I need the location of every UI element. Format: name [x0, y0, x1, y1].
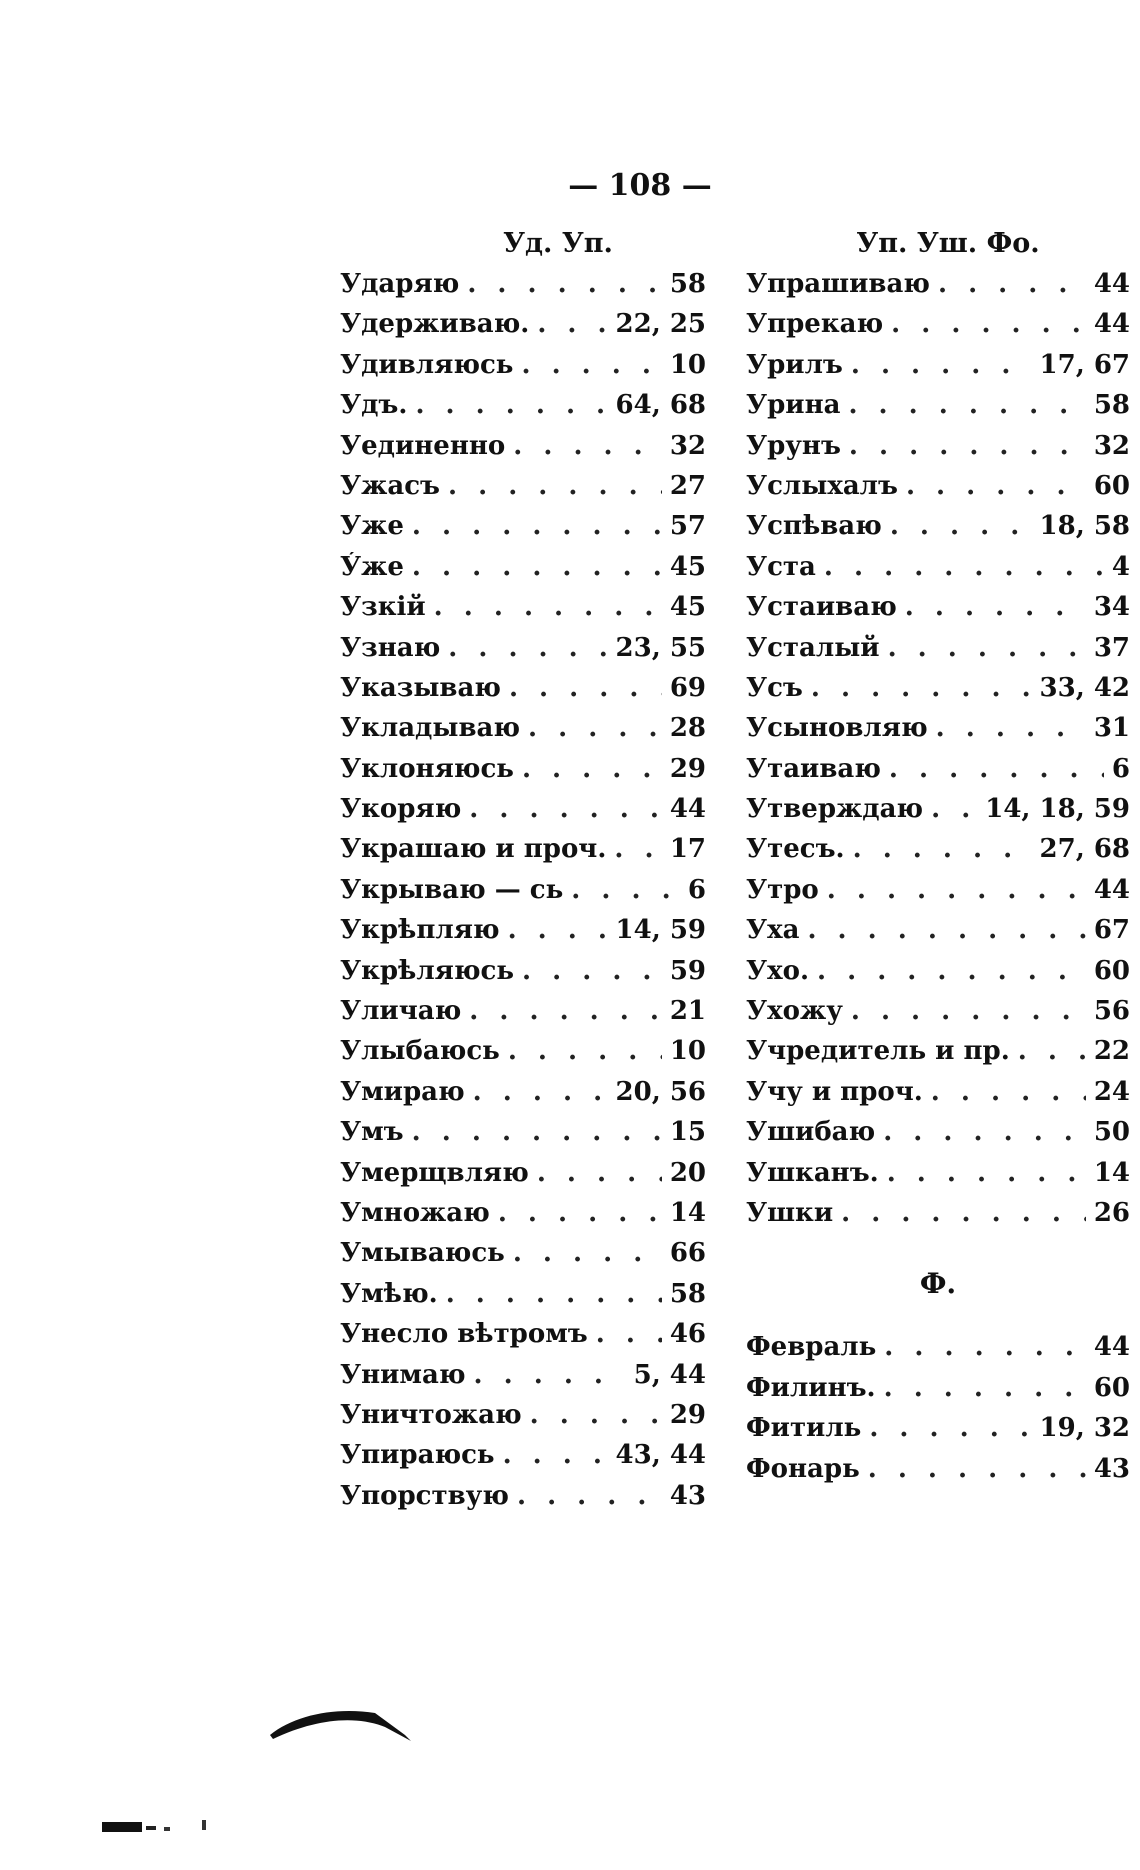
- left-column-entry: [340, 915, 706, 955]
- left-column-entry: [340, 996, 706, 1036]
- right-column-entry: [746, 713, 1130, 753]
- entry-page-numbers: 45: [669, 551, 706, 582]
- entry-page-numbers: 18, 58: [1039, 511, 1130, 542]
- entry-page-numbers: 20, 56: [615, 1076, 706, 1107]
- dot-leader: [508, 915, 608, 945]
- left-column-entry: [340, 1198, 706, 1238]
- entry-page-numbers: 67: [1093, 915, 1130, 946]
- entry-page-numbers: 6: [1111, 753, 1130, 784]
- right-column-entry: [746, 834, 1130, 874]
- entry-page-numbers: 44: [1093, 1332, 1130, 1363]
- entry-word: Удерживаю.: [340, 309, 530, 340]
- dot-leader: [851, 350, 1032, 380]
- dot-leader: [938, 269, 1086, 299]
- entry-word: Удивляюсь: [340, 349, 514, 380]
- entry-word: Утаиваю: [746, 753, 881, 784]
- dot-leader: [890, 511, 1032, 541]
- entry-page-numbers: 60: [1093, 1372, 1130, 1403]
- entry-page-numbers: 44: [669, 794, 706, 825]
- dot-leader: [807, 915, 1085, 945]
- entry-page-numbers: 32: [669, 430, 706, 461]
- right-column-entry: [746, 552, 1130, 592]
- entry-page-numbers: 10: [669, 1036, 706, 1067]
- entry-word: Узкій: [340, 592, 426, 623]
- entry-word: Упрекаю: [746, 309, 884, 340]
- right-column-entry: [746, 390, 1130, 430]
- entry-word: Урилъ: [746, 349, 843, 380]
- left-column-entry: [340, 1238, 706, 1278]
- left-column-entry: [340, 956, 706, 996]
- entry-word: Украшаю и проч.: [340, 834, 607, 865]
- left-column-entry: [340, 592, 706, 632]
- right-column-entry: [746, 673, 1130, 713]
- entry-word: Уличаю: [340, 996, 462, 1027]
- entry-word: Умъ: [340, 1117, 404, 1148]
- entry-page-numbers: 58: [1093, 390, 1130, 421]
- dot-leader: [905, 592, 1086, 622]
- right-column-entry: [746, 794, 1130, 834]
- left-column-entry: [340, 1279, 706, 1319]
- section-f-entry: [746, 1373, 1130, 1413]
- dot-leader: [571, 875, 680, 905]
- entry-page-numbers: 43: [669, 1480, 706, 1511]
- entry-word: Ударяю: [340, 269, 460, 299]
- dot-leader: [528, 713, 662, 743]
- right-entry-list: [746, 269, 1130, 1238]
- entry-word: Умѣю.: [340, 1278, 438, 1309]
- entry-word: Уста: [746, 551, 816, 582]
- dot-leader: [931, 1077, 1086, 1107]
- left-column-entry: [340, 1117, 706, 1157]
- entry-word: Удъ.: [340, 390, 408, 421]
- dot-leader: [448, 633, 607, 663]
- dot-leader: [884, 1332, 1086, 1362]
- entry-word: Учредитель и пр.: [746, 1036, 1010, 1067]
- entry-page-numbers: 21: [669, 996, 706, 1027]
- entry-page-numbers: 10: [669, 349, 706, 380]
- entry-page-numbers: 50: [1093, 1117, 1130, 1148]
- left-column-entry: [340, 794, 706, 834]
- entry-page-numbers: 31: [1093, 713, 1130, 744]
- left-column-entry: [340, 754, 706, 794]
- entry-word: Успѣваю: [746, 511, 882, 542]
- dot-leader: [853, 834, 1032, 864]
- left-column-entry: [340, 350, 706, 390]
- entry-word: Утесъ.: [746, 834, 845, 865]
- dot-leader: [521, 350, 661, 380]
- dot-leader: [522, 754, 662, 784]
- ink-smudge-mark: [102, 1818, 222, 1836]
- entry-page-numbers: 59: [669, 955, 706, 986]
- dot-leader: [530, 1400, 662, 1430]
- entry-page-numbers: 15: [669, 1117, 706, 1148]
- right-column-entry: [746, 633, 1130, 673]
- left-column-entry: [340, 1360, 706, 1400]
- ink-flourish-mark: [265, 1705, 415, 1743]
- dot-leader: [824, 552, 1104, 582]
- entry-word: Узнаю: [340, 632, 441, 663]
- entry-word: Усыновляю: [746, 713, 928, 744]
- left-column-entry: [340, 1400, 706, 1440]
- dot-leader: [498, 1198, 662, 1228]
- left-column-entry: [340, 552, 706, 592]
- left-column-entry: [340, 834, 706, 874]
- entry-page-numbers: 44: [1093, 269, 1130, 299]
- left-column-entry: [340, 633, 706, 673]
- left-column-entry: [340, 875, 706, 915]
- left-column-entry: [340, 309, 706, 349]
- entry-page-numbers: 20: [669, 1157, 706, 1188]
- entry-page-numbers: 34: [1093, 592, 1130, 623]
- right-column-entry: [746, 1198, 1130, 1238]
- dot-leader: [889, 754, 1104, 784]
- entry-page-numbers: 44: [1093, 874, 1130, 905]
- dot-leader: [888, 633, 1086, 663]
- dot-leader: [473, 1077, 608, 1107]
- dot-leader: [509, 673, 662, 703]
- left-column-entry: [340, 673, 706, 713]
- entry-page-numbers: 29: [669, 1399, 706, 1430]
- dot-leader: [517, 1481, 662, 1511]
- entry-page-numbers: 69: [669, 672, 706, 703]
- entry-page-numbers: 60: [1093, 470, 1130, 501]
- entry-word: Умываюсь: [340, 1238, 505, 1269]
- entry-word: Умерщвляю: [340, 1157, 529, 1188]
- entry-word: Ухожу: [746, 996, 843, 1027]
- entry-word: У́же: [340, 551, 404, 582]
- entry-word: Фонарь: [746, 1453, 860, 1484]
- entry-word: Ухо.: [746, 955, 809, 986]
- entry-word: Умножаю: [340, 1197, 490, 1228]
- dot-leader: [851, 996, 1086, 1026]
- left-column-entry: [340, 1158, 706, 1198]
- entry-page-numbers: 17: [669, 834, 706, 865]
- entry-page-numbers: 24: [1093, 1076, 1130, 1107]
- entry-word: Упираюсь: [340, 1440, 495, 1471]
- right-column-entry: [746, 309, 1130, 349]
- entry-word: Усъ: [746, 672, 803, 703]
- right-column-header: Уп. Уш. Фо.: [856, 228, 1040, 259]
- entry-page-numbers: 27: [669, 470, 706, 501]
- section-f-entry: [746, 1454, 1130, 1494]
- dot-leader: [849, 431, 1086, 461]
- right-column-entry: [746, 471, 1130, 511]
- entry-word: Ушибаю: [746, 1117, 876, 1148]
- dot-leader: [537, 309, 607, 339]
- left-column-entry: [340, 1036, 706, 1076]
- section-entry-list: [746, 1332, 1130, 1494]
- entry-word: Укрѣляюсь: [340, 955, 515, 986]
- dot-leader: [474, 1360, 626, 1390]
- entry-word: Фитиль: [746, 1413, 862, 1444]
- entry-word: Урина: [746, 390, 841, 421]
- right-column-entry: [746, 875, 1130, 915]
- dot-leader: [848, 390, 1085, 420]
- left-column-entry: [340, 511, 706, 551]
- entry-page-numbers: 23, 55: [615, 632, 706, 663]
- entry-word: Уклоняюсь: [340, 753, 514, 784]
- entry-word: Ужасъ: [340, 470, 440, 501]
- entry-page-numbers: 19, 32: [1039, 1413, 1130, 1444]
- entry-page-numbers: 14, 18, 59: [985, 794, 1130, 825]
- entry-page-numbers: 44: [1093, 309, 1130, 340]
- dot-leader: [868, 1454, 1086, 1484]
- dot-leader: [931, 794, 977, 824]
- entry-page-numbers: 57: [669, 511, 706, 542]
- dot-leader: [469, 794, 662, 824]
- entry-page-numbers: 43, 44: [615, 1440, 706, 1471]
- right-column: [746, 228, 1130, 1494]
- entry-page-numbers: 26: [1093, 1197, 1130, 1228]
- right-column-entry: [746, 996, 1130, 1036]
- entry-word: Утро: [746, 874, 819, 905]
- entry-page-numbers: 60: [1093, 955, 1130, 986]
- dot-leader: [508, 1036, 662, 1066]
- entry-page-numbers: 29: [669, 753, 706, 784]
- dot-leader: [448, 471, 662, 501]
- dot-leader: [467, 269, 661, 299]
- left-column: [340, 228, 706, 1521]
- dot-leader: [887, 1158, 1086, 1188]
- right-column-entry: [746, 1158, 1130, 1198]
- entry-word: Устаиваю: [746, 592, 897, 623]
- dot-leader: [827, 875, 1086, 905]
- dot-leader: [596, 1319, 662, 1349]
- right-column-entry: [746, 915, 1130, 955]
- right-column-entry: [746, 511, 1130, 551]
- dot-leader: [817, 956, 1086, 986]
- dot-leader: [884, 1373, 1086, 1403]
- entry-page-numbers: 43: [1093, 1453, 1130, 1484]
- left-column-entry: [340, 713, 706, 753]
- entry-page-numbers: 37: [1093, 632, 1130, 663]
- dot-leader: [412, 511, 662, 541]
- dot-leader: [811, 673, 1032, 703]
- dot-leader: [513, 1238, 662, 1268]
- entry-page-numbers: 22: [1093, 1036, 1130, 1067]
- entry-word: Урунъ: [746, 430, 841, 461]
- entry-word: Унимаю: [340, 1359, 466, 1390]
- entry-page-numbers: 14: [669, 1197, 706, 1228]
- entry-page-numbers: 28: [669, 713, 706, 744]
- dot-leader: [412, 1117, 662, 1147]
- entry-word: Ушки: [746, 1197, 834, 1228]
- entry-page-numbers: 5, 44: [633, 1359, 706, 1390]
- entry-page-numbers: 14, 59: [615, 915, 706, 946]
- right-column-entry: [746, 431, 1130, 471]
- entry-page-numbers: 22, 25: [615, 309, 706, 340]
- entry-word: Укрѣпляю: [340, 915, 500, 946]
- entry-page-numbers: 45: [669, 592, 706, 623]
- left-column-entry: [340, 431, 706, 471]
- entry-word: Услыхалъ: [746, 470, 898, 501]
- dot-leader: [446, 1279, 662, 1309]
- entry-page-numbers: 46: [669, 1319, 706, 1350]
- dot-leader: [503, 1440, 608, 1470]
- entry-word: Уединенно: [340, 430, 506, 461]
- dot-leader: [936, 713, 1086, 743]
- left-column-header: Уд. Уп.: [503, 228, 613, 259]
- entry-word: Филинъ.: [746, 1372, 876, 1403]
- section-letter: Ф.: [919, 1267, 957, 1301]
- entry-page-numbers: 66: [669, 1238, 706, 1269]
- entry-word: Указываю: [340, 672, 501, 703]
- left-column-entry: [340, 1481, 706, 1521]
- left-entry-list: [340, 269, 706, 1521]
- entry-word: Усталый: [746, 632, 880, 663]
- dot-leader: [522, 956, 662, 986]
- entry-word: Уха: [746, 915, 800, 946]
- dot-leader: [869, 1413, 1031, 1443]
- entry-page-numbers: 58: [669, 269, 706, 299]
- left-column-entry: [340, 269, 706, 309]
- entry-word: Упорствую: [340, 1480, 509, 1511]
- right-column-entry: [746, 754, 1130, 794]
- dot-leader: [513, 431, 662, 461]
- right-column-entry: [746, 956, 1130, 996]
- dot-leader: [841, 1198, 1086, 1228]
- entry-word: Утверждаю: [746, 794, 924, 825]
- entry-word: Укладываю: [340, 713, 521, 744]
- left-column-entry: [340, 1440, 706, 1480]
- section-f-entry: [746, 1413, 1130, 1453]
- entry-page-numbers: 33, 42: [1039, 672, 1130, 703]
- left-column-entry: [340, 1077, 706, 1117]
- entry-word: Учу и проч.: [746, 1076, 923, 1107]
- entry-page-numbers: 56: [1093, 996, 1130, 1027]
- entry-page-numbers: 17, 67: [1039, 349, 1130, 380]
- entry-word: Укоряю: [340, 794, 462, 825]
- right-column-entry: [746, 1117, 1130, 1157]
- entry-page-numbers: 27, 68: [1039, 834, 1130, 865]
- entry-word: Февраль: [746, 1332, 877, 1363]
- entry-word: Улыбаюсь: [340, 1036, 500, 1067]
- dot-leader: [434, 592, 662, 622]
- right-column-entry: [746, 350, 1130, 390]
- entry-page-numbers: 14: [1093, 1157, 1130, 1188]
- entry-word: Уже: [340, 511, 404, 542]
- dot-leader: [469, 996, 662, 1026]
- entry-page-numbers: 4: [1111, 551, 1130, 582]
- entry-word: Укрываю — сь: [340, 874, 564, 905]
- dot-leader: [906, 471, 1086, 501]
- dot-leader: [891, 309, 1086, 339]
- dot-leader: [412, 552, 662, 582]
- left-column-entry: [340, 471, 706, 511]
- page-number: — 108 —: [568, 168, 712, 203]
- dot-leader: [537, 1158, 662, 1188]
- entry-word: Упрашиваю: [746, 269, 930, 299]
- dot-leader: [1018, 1036, 1086, 1066]
- entry-page-numbers: 6: [687, 874, 706, 905]
- entry-word: Ушканъ.: [746, 1157, 879, 1188]
- entry-page-numbers: 32: [1093, 430, 1130, 461]
- dot-leader: [614, 834, 661, 864]
- right-column-entry: [746, 1077, 1130, 1117]
- right-column-entry: [746, 269, 1130, 309]
- entry-word: Унесло вѣтромъ: [340, 1319, 588, 1350]
- entry-page-numbers: 58: [669, 1278, 706, 1309]
- entry-word: Уничтожаю: [340, 1399, 522, 1430]
- right-column-entry: [746, 592, 1130, 632]
- entry-word: Умираю: [340, 1076, 465, 1107]
- left-column-entry: [340, 390, 706, 430]
- section-f-entry: [746, 1332, 1130, 1372]
- left-column-entry: [340, 1319, 706, 1359]
- dot-leader: [415, 390, 607, 420]
- dot-leader: [883, 1117, 1086, 1147]
- entry-page-numbers: 64, 68: [615, 390, 706, 421]
- right-column-entry: [746, 1036, 1130, 1076]
